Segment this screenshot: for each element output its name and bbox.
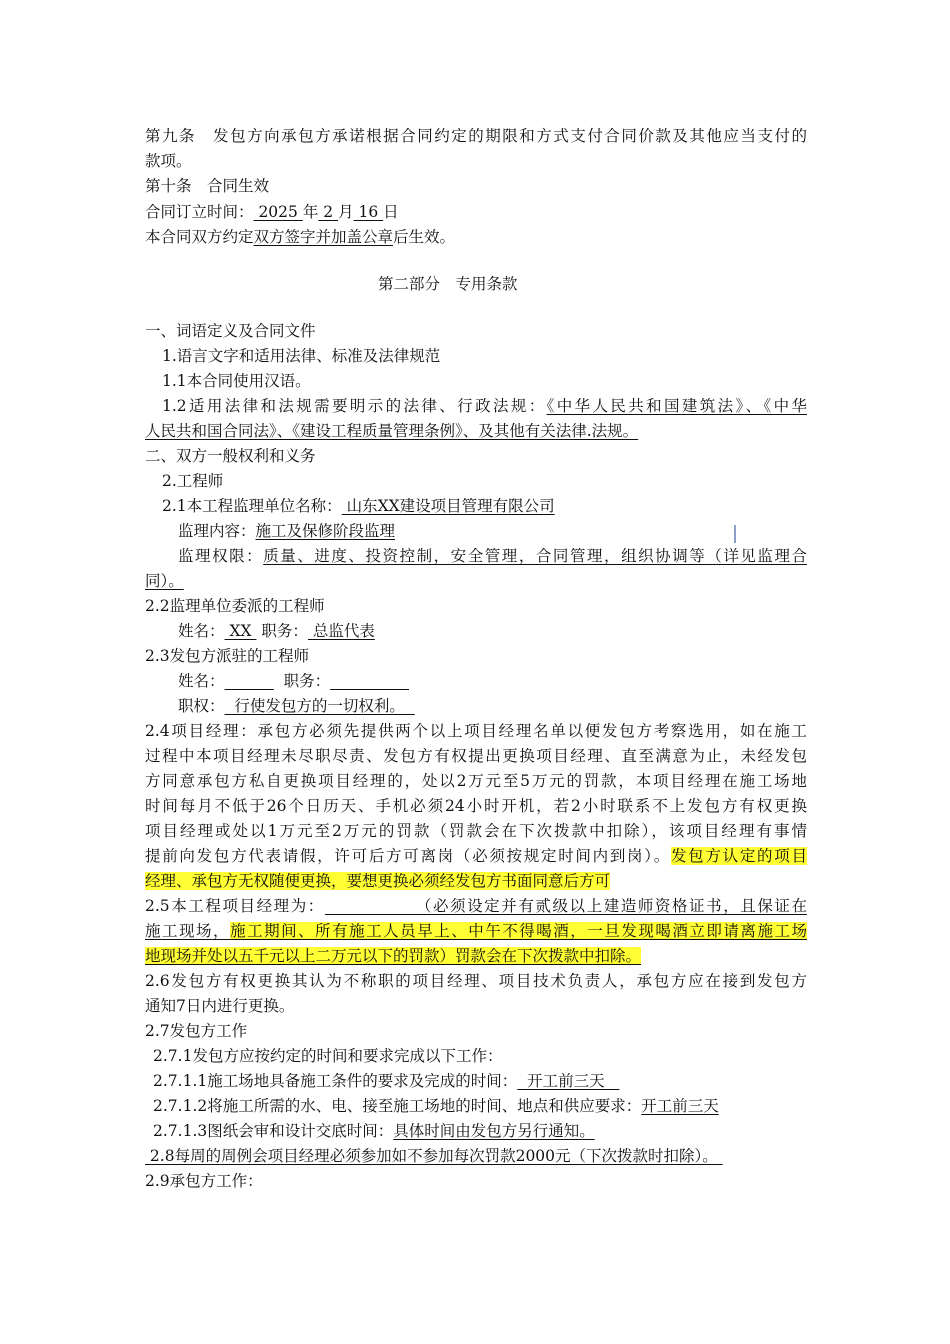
item-2-4-line: 提前向发包方代表请假，许可后方可离岗（必须按规定时间内到岗）。发包方认定的项目 <box>145 847 807 865</box>
sign-day: 16 <box>353 203 384 221</box>
highlight: 施工期间、所有施工人员早上、中午不得喝酒，一旦发现喝酒立即请离施工场 <box>230 922 807 940</box>
supervision-authority: 监理权限：质量、进度、投资控制，安全管理，合同管理，组织协调等（详见监理合 <box>178 547 807 565</box>
item-2-7-1: 2.7.1发包方应按约定的时间和要求完成以下工作： <box>153 1047 503 1065</box>
section-2-title: 二、双方一般权利和义务 <box>145 447 316 465</box>
project-manager-blank <box>325 897 416 915</box>
item-2-8: 2.8每周的周例会项目经理必须参加如不参加每次罚款2000元（下次拨款时扣除）。 <box>145 1147 723 1165</box>
item-2-6: 2.6发包方有权更换其认为不称职的项目经理、项目技术负责人，承包方应在接到发包方 <box>145 972 807 990</box>
supervisor-company: 山东XX建设项目管理有限公司 <box>341 497 555 515</box>
article-9-line-2: 款项。 <box>145 152 192 170</box>
supervision-authority-cont: 同）。 <box>145 572 184 590</box>
contract-effective: 本合同双方约定双方签字并加盖公章后生效。 <box>145 228 456 246</box>
item-2-4-line: 过程中本项目经理未尽职尽责、发包方有权提出更换项目经理、直至满意为止，未经发包 <box>145 747 807 765</box>
item-2: 2.工程师 <box>162 472 224 490</box>
item-2-7-1-3: 2.7.1.3图纸会审和设计交底时间：具体时间由发包方另行通知。 <box>153 1122 595 1140</box>
item-1-1: 1.1本合同使用汉语。 <box>162 372 311 390</box>
item-2-9: 2.9承包方工作： <box>145 1172 263 1190</box>
item-2-3-person: 姓名： 职务： <box>178 672 331 690</box>
item-1-2-cont: 人民共和国合同法》、《建设工程质量管理条例》、及其他有关法律.法规。 <box>145 422 639 440</box>
item-2-4-line: 方同意承包方私自更换项目经理的，处以2万元至5万元的罚款，本项目经理在施工场地 <box>145 772 807 790</box>
sign-year: 2025 <box>253 203 303 221</box>
item-2-5-cont2: 地现场并处以五千元以上二万元以下的罚款）罚款会在下次拨款中扣除。 <box>145 947 642 965</box>
article-9-line-1: 第九条 发包方向承包方承诺根据合同约定的期限和方式支付合同价款及其他应当支付的 <box>145 127 807 145</box>
item-2-2-person: 姓名： XX 职务： 总监代表 <box>178 622 375 640</box>
item-2-7-1-2: 2.7.1.2将施工所需的水、电、接至施工场地的时间、地点和供应要求：开工前三天 <box>153 1097 719 1115</box>
item-2-4-line: 时间每月不低于26个日历天、手机必须24小时开机，若2小时联系不上发包方有权更换 <box>145 797 807 815</box>
contract-sign-date: 合同订立时间： 2025 年 2 月 16 日 <box>145 203 399 221</box>
item-2-6-cont: 通知7日内进行更换。 <box>145 997 295 1015</box>
item-2-7: 2.7发包方工作 <box>145 1022 248 1040</box>
item-2-4-line: 2.4项目经理：承包方必须先提供两个以上项目经理名单以便发包方考察选用，如在施工 <box>145 722 807 740</box>
item-2-5-cont: 施工现场，施工期间、所有施工人员早上、中午不得喝酒，一旦发现喝酒立即请离施工场 <box>145 922 807 940</box>
item-1-2: 1.2适用法律和法规需要明示的法律、行政法规：《中华人民共和国建筑法》、《中华 <box>162 397 807 415</box>
applicable-laws: 《中华人民共和国建筑法》、《中华 <box>546 397 807 415</box>
text-cursor <box>734 525 736 543</box>
item-2-4-highlight: 经理、承包方无权随便更换，要想更换必须经发包方书面同意后方可 <box>145 872 611 890</box>
supervision-content: 监理内容：施工及保修阶段监理 <box>178 522 396 540</box>
sign-month: 2 <box>318 203 339 221</box>
item-2-2: 2.2监理单位委派的工程师 <box>145 597 325 615</box>
article-10-title: 第十条 合同生效 <box>145 177 270 195</box>
item-1: 1.语言文字和适用法律、标准及法律规范 <box>162 347 441 365</box>
item-2-3: 2.3发包方派驻的工程师 <box>145 647 310 665</box>
item-2-4-line: 项目经理或处以1万元至2万元的罚款（罚款会在下次拨款中扣除），该项目经理有事情 <box>145 822 807 840</box>
item-2-1: 2.1本工程监理单位名称： 山东XX建设项目管理有限公司 <box>162 497 555 515</box>
item-2-5: 2.5本工程项目经理为： （必须设定并有贰级以上建造师资格证书，且保证在 <box>145 897 807 915</box>
item-2-7-1-1: 2.7.1.1施工场地具备施工条件的要求及完成的时间： 开工前三天 <box>153 1072 620 1090</box>
section-1-title: 一、词语定义及合同文件 <box>145 322 316 340</box>
highlight: 发包方认定的项目 <box>670 847 807 865</box>
item-2-3-power: 职权： 行使发包方的一切权利。 <box>178 697 415 715</box>
part-2-title: 第二部分 专用条款 <box>378 275 518 293</box>
effective-condition: 双方签字并加盖公章 <box>253 228 394 246</box>
